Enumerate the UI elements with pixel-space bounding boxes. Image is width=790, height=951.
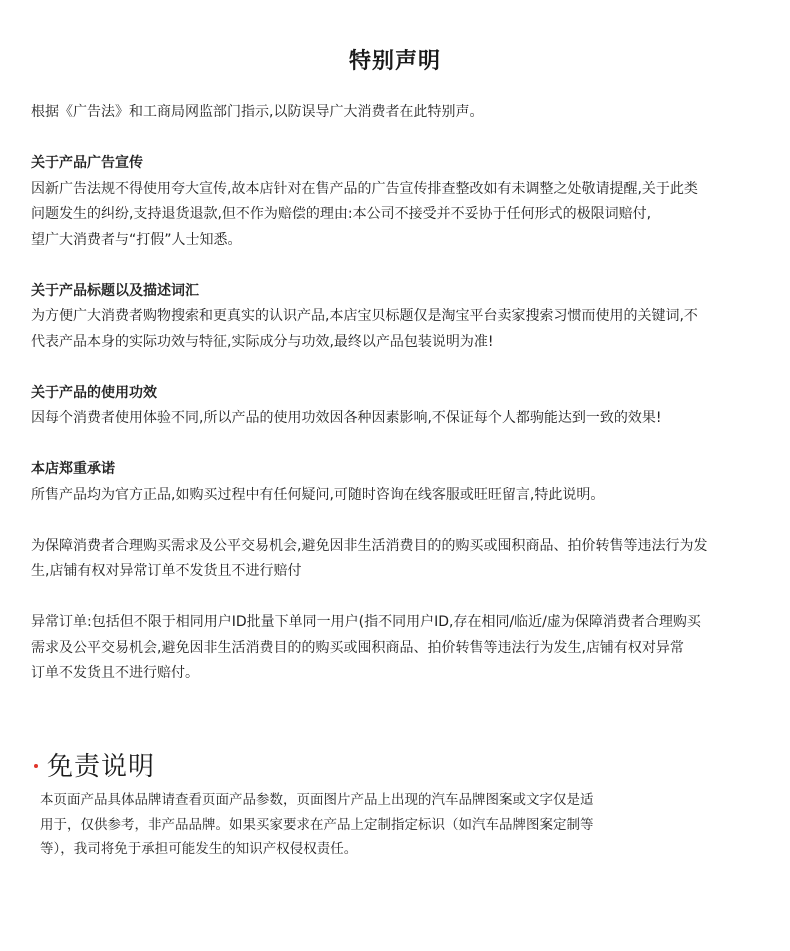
- disclaimer-title: 免责说明: [47, 752, 156, 782]
- section-heading-title: 关于产品标题以及描述词汇: [31, 282, 199, 299]
- disclaimer-header: [34, 746, 155, 783]
- spacer: [31, 253, 783, 279]
- abnormal-order-line: 订单不发货且不进行赔付。: [31, 665, 199, 681]
- disclaimer-line: 本页面产品具体品牌请查看页面产品参数，页面图片产品上出现的汽车品牌图案或文字仅是适: [40, 792, 594, 808]
- section-line: 问题发生的纠纷,支持退货退款,但不作为赔偿的理由:本公司不接受并不妥协于任何形式的极限词赔付,: [31, 206, 652, 222]
- abnormal-order-line: 异常订单:包括但不限于相同用户ID批量下单同一用户(指不同用户ID,存在相同/临近/虚为保障消费者合理购买: [31, 614, 701, 630]
- spacer: [31, 585, 783, 611]
- section-line: 因每个消费者使用体验不同,所以产品的使用功效因各种因素影响,不保证每个人都驹能达到一致的效果!: [31, 410, 662, 426]
- section-heading-effect: 关于产品的使用功效: [31, 384, 157, 401]
- bullet-dot-icon: [34, 764, 38, 768]
- page-title: 特别声明: [348, 49, 441, 74]
- abnormal-order-line: 需求及公平交易机会,避免因非生活消费目的的购买或囤积商品、拍价转售等违法行为发生,店铺有权对异常: [31, 639, 684, 656]
- disclaimer-line: 等），我司将免于承担可能发生的知识产权侵权责任。: [40, 841, 358, 857]
- section-line: 代表产品本身的实际功效与特征,实际成分与功效,最终以产品包装说明为准!: [31, 333, 494, 350]
- disclaimer-text: [40, 788, 640, 862]
- section-line: 望广大消费者与“打假”人士知悉。: [31, 231, 242, 248]
- protection-line: 为保障消费者合理购买需求及公平交易机会,避免因非生活消费目的的购买或囤积商品、拍价转售等违法行为发: [31, 537, 708, 554]
- section-line: 因新广告法规不得使用夸大宣传,故本店针对在售产品的广告宣传排查整改如有未调整之处敬请提醒,关于此类: [31, 180, 698, 197]
- section-line: 所售产品均为官方正品,如购买过程中有任何疑问,可随时咨询在线客服或旺旺留言,特此说明。: [31, 486, 605, 503]
- spacer: [31, 126, 783, 152]
- intro-text: 根据《广告法》和工商局网监部门指示,以防误导广大消费者在此特别声。: [31, 104, 484, 120]
- disclaimer-line: 用于，仅供参考，非产品品牌。如果买家要求在产品上定制指定标识（如汽车品牌图案定制等: [40, 816, 594, 833]
- section-line: 为方便广大消费者购物搜索和更真实的认识产品,本店宝贝标题仅是淘宝平台卖家搜索习惯而使用的关键词,不: [31, 308, 698, 324]
- section-heading-ad: 关于产品广告宣传: [31, 155, 143, 171]
- section-heading-promise: 本店郑重承诺: [31, 461, 115, 477]
- spacer: [31, 508, 783, 534]
- statement-content: [31, 100, 783, 687]
- spacer: [31, 432, 783, 458]
- spacer: [31, 355, 783, 381]
- protection-line: 生,店铺有权对异常订单不发货且不进行赔付: [31, 563, 302, 579]
